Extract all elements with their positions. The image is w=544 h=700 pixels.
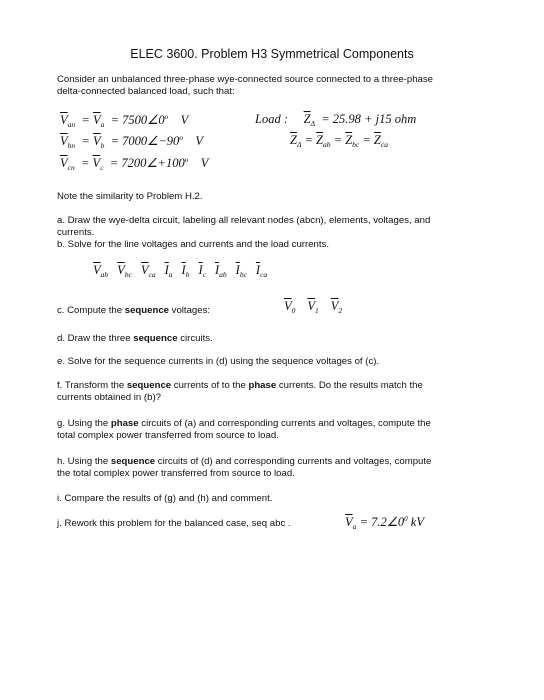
intro-line-2: delta-connected balanced load, such that: — [57, 86, 235, 97]
symbol-v2: $\overline{V}_2$ — [330, 299, 343, 315]
item-c-symbols — [284, 299, 342, 315]
equation-vcn: $\overline{V}_{cn} = \overline{V}_c$ = $7200\angle+100^o$ V — [60, 156, 209, 172]
item-b-symbols — [93, 263, 267, 279]
symbol-vca: $\overline{V}_{ca}$ — [140, 263, 156, 279]
item-a-line-2: currents. — [57, 227, 95, 238]
load-equation: Load : $\overline{Z}_\Delta = 25.98 + j15$ ohm — [255, 112, 417, 128]
item-i: i. Compare the results of (g) and (h) and comment. — [57, 493, 273, 504]
equation-van: $\overline{V}_{an} = \overline{V}_a$ = $7500\angle 0^o$ V — [60, 113, 189, 129]
item-f-line-2: currents obtained in (b)? — [57, 392, 161, 403]
item-f-line-1: f. Transform the sequence currents of to the phase currents. Do the results match the — [57, 380, 423, 391]
item-h-line-2: the total complex power transferred from source to load. — [57, 468, 295, 479]
item-j-equation: $\overline{V}_a$ = $7.2\angle 0^0$ kV — [345, 515, 424, 531]
page-title: ELEC 3600. Problem H3 Symmetrical Components — [130, 47, 414, 61]
item-h-line-1: h. Using the sequence circuits of (d) and corresponding currents and voltages, compute — [57, 456, 432, 467]
symbol-ia: $\overline{I}_a$ — [164, 263, 173, 279]
item-a-line-1: a. Draw the wye-delta circuit, labeling all relevant nodes (abcn), elements, voltages, and — [57, 215, 431, 226]
symbol-ica: $\overline{I}_{ca}$ — [255, 263, 268, 279]
symbol-v0: $\overline{V}_0$ — [284, 299, 296, 315]
item-b: b. Solve for the line voltages and currents and the load currents. — [57, 239, 329, 250]
item-c: c. Compute the sequence voltages: — [57, 305, 211, 316]
symbol-ic: $\overline{I}_c$ — [198, 263, 206, 279]
note-text: Note the similarity to Problem H.2. — [57, 191, 203, 202]
symbol-ib: $\overline{I}_b$ — [181, 263, 190, 279]
load-impedance-equality: $\overline{Z}_\Delta = \overline{Z}_{ab} = \overline{Z}_{bc} = \overline{Z}_{ca}$ — [290, 133, 388, 149]
item-e: e. Solve for the sequence currents in (d) using the sequence voltages of (c). — [57, 356, 380, 367]
symbol-vab: $\overline{V}_{ab}$ — [93, 263, 109, 279]
symbol-ibc: $\overline{I}_{bc}$ — [235, 263, 247, 279]
symbol-iab: $\overline{I}_{ab}$ — [214, 263, 227, 279]
symbol-v1: $\overline{V}_1$ — [307, 299, 319, 315]
item-j: j. Rework this problem for the balanced case, seq abc . — [57, 518, 291, 529]
equation-vbn: $\overline{V}_{bn} = \overline{V}_b$ = $7000\angle-90^o$ V — [60, 134, 203, 150]
item-d: d. Draw the three sequence circuits. — [57, 333, 213, 344]
symbol-vbc: $\overline{V}_{bc}$ — [117, 263, 132, 279]
item-g-line-1: g. Using the phase circuits of (a) and corresponding currents and voltages, compute the — [57, 418, 431, 429]
item-g-line-2: total complex power transferred from source to load. — [57, 430, 279, 441]
intro-line-1: Consider an unbalanced three-phase wye-connected source connected to a three-phase — [57, 74, 434, 85]
